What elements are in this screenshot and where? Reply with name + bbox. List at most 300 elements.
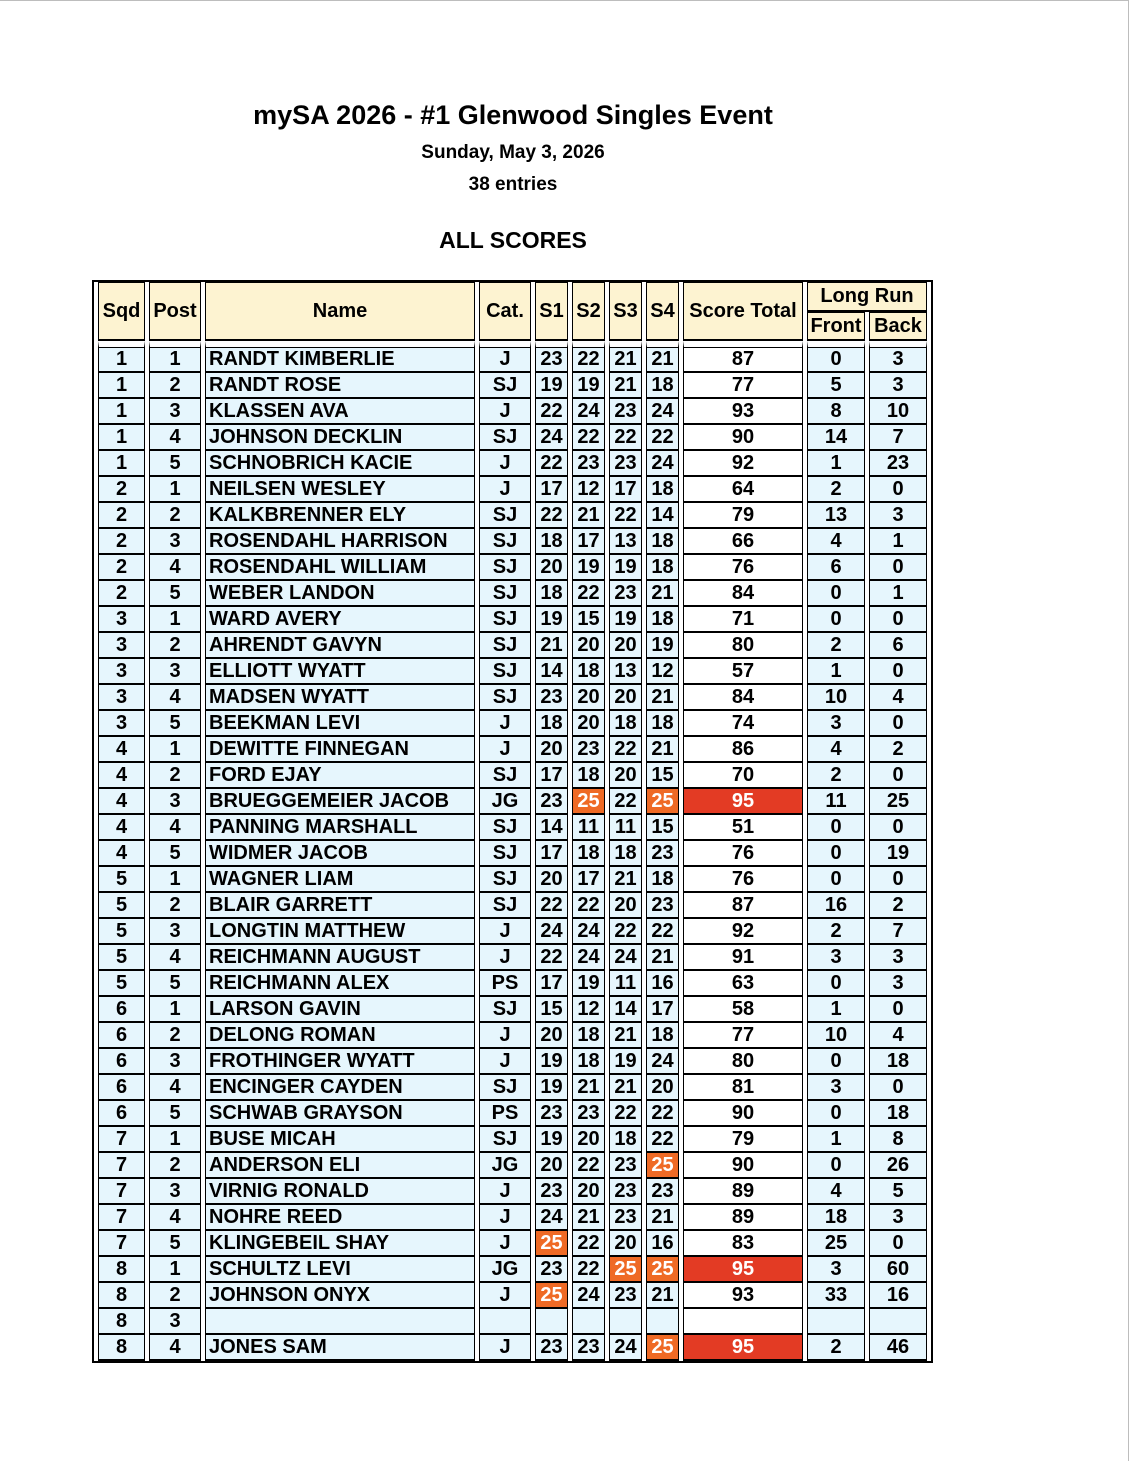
cell-s1: 22: [535, 945, 568, 971]
cell-s3: [609, 1309, 642, 1335]
cell-front: 0: [807, 341, 865, 373]
cell-back: 0: [869, 711, 927, 737]
cell-name: AHRENDT GAVYN: [205, 633, 475, 659]
cell-s3: 25: [609, 1257, 642, 1283]
cell-category: J: [479, 1049, 531, 1075]
table-row: [98, 789, 927, 815]
cell-name: KALKBRENNER ELY: [205, 503, 475, 529]
cell-s4: 19: [646, 633, 679, 659]
cell-front: 1: [807, 1127, 865, 1153]
cell-category: PS: [479, 971, 531, 997]
cell-front: [807, 1309, 865, 1335]
cell-s4: 20: [646, 1075, 679, 1101]
table-row: [98, 1335, 927, 1361]
cell-score-total: 87: [683, 341, 803, 373]
cell-back: 0: [869, 867, 927, 893]
cell-post: 1: [149, 867, 201, 893]
cell-name: DELONG ROMAN: [205, 1023, 475, 1049]
cell-post: 5: [149, 451, 201, 477]
cell-post: 3: [149, 399, 201, 425]
cell-score-total: 93: [683, 1283, 803, 1309]
header-front: Front: [807, 312, 865, 342]
cell-back: 0: [869, 1075, 927, 1101]
table-row: [98, 971, 927, 997]
cell-s3: 20: [609, 1231, 642, 1257]
cell-s4: 14: [646, 503, 679, 529]
cell-s4: 22: [646, 425, 679, 451]
table-row: [98, 607, 927, 633]
cell-name: DEWITTE FINNEGAN: [205, 737, 475, 763]
cell-score-total: 80: [683, 633, 803, 659]
cell-front: 33: [807, 1283, 865, 1309]
cell-back: 3: [869, 945, 927, 971]
cell-s3: 23: [609, 451, 642, 477]
cell-category: JG: [479, 789, 531, 815]
cell-score-total: 70: [683, 763, 803, 789]
cell-name: JOHNSON ONYX: [205, 1283, 475, 1309]
table-row: [98, 1075, 927, 1101]
cell-score-total: 64: [683, 477, 803, 503]
cell-s4: 25: [646, 789, 679, 815]
cell-s3: 20: [609, 893, 642, 919]
cell-post: 2: [149, 633, 201, 659]
cell-front: 0: [807, 581, 865, 607]
table-row: [98, 1205, 927, 1231]
cell-front: 2: [807, 763, 865, 789]
cell-post: 1: [149, 1257, 201, 1283]
cell-s4: 18: [646, 373, 679, 399]
cell-s1: 18: [535, 581, 568, 607]
cell-sqd: 2: [98, 555, 145, 581]
cell-sqd: 5: [98, 893, 145, 919]
cell-back: 3: [869, 1205, 927, 1231]
cell-s3: 22: [609, 737, 642, 763]
cell-post: 2: [149, 503, 201, 529]
cell-category: J: [479, 945, 531, 971]
cell-sqd: 8: [98, 1283, 145, 1309]
cell-sqd: 8: [98, 1257, 145, 1283]
cell-back: 2: [869, 737, 927, 763]
cell-s4: 16: [646, 1231, 679, 1257]
cell-post: 5: [149, 1231, 201, 1257]
cell-sqd: 8: [98, 1309, 145, 1335]
cell-sqd: 4: [98, 737, 145, 763]
cell-s1: 20: [535, 555, 568, 581]
cell-category: J: [479, 1335, 531, 1361]
table-row: [98, 711, 927, 737]
table-row: [98, 1127, 927, 1153]
cell-s3: 24: [609, 945, 642, 971]
cell-sqd: 6: [98, 1023, 145, 1049]
cell-back: 8: [869, 1127, 927, 1153]
table-row: [98, 503, 927, 529]
cell-front: 3: [807, 945, 865, 971]
cell-s3: 19: [609, 555, 642, 581]
cell-s2: 21: [572, 503, 605, 529]
cell-name: ROSENDAHL WILLIAM: [205, 555, 475, 581]
cell-score-total: 95: [683, 1257, 803, 1283]
cell-sqd: 7: [98, 1205, 145, 1231]
cell-front: 0: [807, 607, 865, 633]
table-row: [98, 997, 927, 1023]
cell-score-total: 90: [683, 425, 803, 451]
cell-s1: 21: [535, 633, 568, 659]
cell-post: 2: [149, 373, 201, 399]
cell-sqd: 7: [98, 1231, 145, 1257]
cell-front: 4: [807, 1179, 865, 1205]
cell-s2: 21: [572, 1075, 605, 1101]
table-row: [98, 893, 927, 919]
cell-score-total: 74: [683, 711, 803, 737]
cell-name: BRUEGGEMEIER JACOB: [205, 789, 475, 815]
cell-sqd: 1: [98, 399, 145, 425]
cell-front: 0: [807, 815, 865, 841]
cell-s1: 22: [535, 399, 568, 425]
cell-s1: 19: [535, 1049, 568, 1075]
cell-s4: 18: [646, 1023, 679, 1049]
cell-sqd: 6: [98, 1049, 145, 1075]
table-row: [98, 841, 927, 867]
cell-s3: 24: [609, 1335, 642, 1361]
cell-s4: 21: [646, 737, 679, 763]
cell-category: SJ: [479, 841, 531, 867]
cell-sqd: 5: [98, 971, 145, 997]
scores-table: [92, 280, 933, 1363]
cell-score-total: 71: [683, 607, 803, 633]
table-row: [98, 919, 927, 945]
cell-s2: 20: [572, 685, 605, 711]
cell-post: 3: [149, 919, 201, 945]
cell-s4: 12: [646, 659, 679, 685]
cell-s3: 18: [609, 1127, 642, 1153]
cell-sqd: 2: [98, 529, 145, 555]
cell-s4: 23: [646, 893, 679, 919]
table-row: [98, 581, 927, 607]
cell-sqd: 3: [98, 685, 145, 711]
cell-name: FROTHINGER WYATT: [205, 1049, 475, 1075]
cell-post: 4: [149, 815, 201, 841]
cell-front: 10: [807, 685, 865, 711]
cell-score-total: 93: [683, 399, 803, 425]
cell-front: 0: [807, 841, 865, 867]
cell-post: 1: [149, 477, 201, 503]
cell-s4: 18: [646, 529, 679, 555]
cell-back: 0: [869, 477, 927, 503]
cell-front: 10: [807, 1023, 865, 1049]
cell-s3: 23: [609, 581, 642, 607]
cell-name: FORD EJAY: [205, 763, 475, 789]
header-s4: S4: [646, 282, 679, 341]
cell-post: 1: [149, 341, 201, 373]
cell-name: WAGNER LIAM: [205, 867, 475, 893]
cell-s4: 18: [646, 711, 679, 737]
cell-score-total: 83: [683, 1231, 803, 1257]
cell-score-total: 81: [683, 1075, 803, 1101]
cell-category: PS: [479, 1101, 531, 1127]
cell-s3: 20: [609, 633, 642, 659]
cell-category: JG: [479, 1153, 531, 1179]
header-back: Back: [869, 312, 927, 342]
cell-category: J: [479, 1179, 531, 1205]
cell-s3: 11: [609, 815, 642, 841]
cell-front: 3: [807, 1075, 865, 1101]
cell-name: RANDT ROSE: [205, 373, 475, 399]
cell-s4: 18: [646, 607, 679, 633]
cell-back: 0: [869, 555, 927, 581]
table-row: [98, 945, 927, 971]
cell-s3: 23: [609, 1153, 642, 1179]
cell-name: VIRNIG RONALD: [205, 1179, 475, 1205]
cell-front: 0: [807, 1049, 865, 1075]
cell-back: 3: [869, 971, 927, 997]
cell-post: 3: [149, 789, 201, 815]
cell-category: [479, 1309, 531, 1335]
cell-front: 2: [807, 633, 865, 659]
cell-category: SJ: [479, 685, 531, 711]
cell-back: 23: [869, 451, 927, 477]
cell-s4: 25: [646, 1257, 679, 1283]
cell-name: BLAIR GARRETT: [205, 893, 475, 919]
cell-score-total: 95: [683, 1335, 803, 1361]
cell-s2: 19: [572, 373, 605, 399]
cell-s4: 21: [646, 1283, 679, 1309]
cell-back: 3: [869, 503, 927, 529]
cell-s4: 21: [646, 1205, 679, 1231]
section-heading: ALL SCORES: [439, 227, 587, 253]
table-row: [98, 1049, 927, 1075]
cell-name: PANNING MARSHALL: [205, 815, 475, 841]
cell-sqd: 6: [98, 997, 145, 1023]
cell-s1: 14: [535, 659, 568, 685]
cell-s1: 17: [535, 841, 568, 867]
cell-back: 0: [869, 1231, 927, 1257]
cell-post: 5: [149, 711, 201, 737]
cell-back: 4: [869, 685, 927, 711]
cell-s4: 21: [646, 341, 679, 373]
cell-category: J: [479, 1023, 531, 1049]
cell-sqd: 3: [98, 659, 145, 685]
table-row: [98, 1283, 927, 1309]
cell-category: SJ: [479, 503, 531, 529]
cell-post: 4: [149, 1205, 201, 1231]
cell-name: ELLIOTT WYATT: [205, 659, 475, 685]
cell-post: 5: [149, 841, 201, 867]
cell-name: LONGTIN MATTHEW: [205, 919, 475, 945]
cell-score-total: 66: [683, 529, 803, 555]
table-row: [98, 451, 927, 477]
table-row: [98, 1231, 927, 1257]
table-row: [98, 1153, 927, 1179]
table-row: [98, 685, 927, 711]
cell-category: SJ: [479, 997, 531, 1023]
header-s1: S1: [535, 282, 568, 341]
cell-name: SCHULTZ LEVI: [205, 1257, 475, 1283]
cell-back: 46: [869, 1335, 927, 1361]
cell-category: J: [479, 1231, 531, 1257]
header-category: Cat.: [479, 282, 531, 341]
cell-sqd: 6: [98, 1075, 145, 1101]
cell-front: 0: [807, 1153, 865, 1179]
cell-category: J: [479, 711, 531, 737]
cell-category: SJ: [479, 373, 531, 399]
cell-s2: 11: [572, 815, 605, 841]
header-s3: S3: [609, 282, 642, 341]
cell-s1: 19: [535, 607, 568, 633]
cell-sqd: 5: [98, 867, 145, 893]
table-row: [98, 633, 927, 659]
cell-s2: 12: [572, 997, 605, 1023]
cell-s4: 16: [646, 971, 679, 997]
cell-score-total: 86: [683, 737, 803, 763]
cell-s2: 24: [572, 919, 605, 945]
cell-post: 4: [149, 945, 201, 971]
cell-s2: 17: [572, 529, 605, 555]
cell-sqd: 8: [98, 1335, 145, 1361]
cell-sqd: 3: [98, 607, 145, 633]
cell-post: 5: [149, 971, 201, 997]
cell-s2: 25: [572, 789, 605, 815]
cell-name: WEBER LANDON: [205, 581, 475, 607]
cell-s4: 24: [646, 451, 679, 477]
table-row: [98, 399, 927, 425]
cell-category: SJ: [479, 893, 531, 919]
cell-sqd: 3: [98, 633, 145, 659]
table-row: [98, 1179, 927, 1205]
cell-post: 2: [149, 893, 201, 919]
cell-name: ANDERSON ELI: [205, 1153, 475, 1179]
cell-s3: 22: [609, 919, 642, 945]
cell-back: 10: [869, 399, 927, 425]
cell-post: 4: [149, 1075, 201, 1101]
cell-back: 16: [869, 1283, 927, 1309]
cell-s4: 15: [646, 815, 679, 841]
cell-s4: 21: [646, 581, 679, 607]
cell-score-total: 76: [683, 841, 803, 867]
cell-sqd: 6: [98, 1101, 145, 1127]
cell-s1: 23: [535, 1335, 568, 1361]
cell-s4: 24: [646, 1049, 679, 1075]
cell-category: J: [479, 477, 531, 503]
cell-s4: 22: [646, 1127, 679, 1153]
cell-front: 25: [807, 1231, 865, 1257]
cell-front: 4: [807, 529, 865, 555]
cell-name: MADSEN WYATT: [205, 685, 475, 711]
cell-score-total: 51: [683, 815, 803, 841]
cell-s1: 24: [535, 919, 568, 945]
cell-score-total: 92: [683, 451, 803, 477]
cell-back: 6: [869, 633, 927, 659]
cell-name: LARSON GAVIN: [205, 997, 475, 1023]
cell-name: NOHRE REED: [205, 1205, 475, 1231]
cell-front: 2: [807, 477, 865, 503]
cell-s1: 25: [535, 1283, 568, 1309]
cell-s2: 23: [572, 451, 605, 477]
cell-name: RANDT KIMBERLIE: [205, 341, 475, 373]
cell-sqd: 5: [98, 945, 145, 971]
cell-post: 3: [149, 1309, 201, 1335]
cell-score-total: 77: [683, 373, 803, 399]
page-title: mySA 2026 - #1 Glenwood Singles Event: [253, 100, 773, 130]
cell-front: 16: [807, 893, 865, 919]
cell-post: 4: [149, 1335, 201, 1361]
cell-s4: 18: [646, 477, 679, 503]
cell-sqd: 1: [98, 425, 145, 451]
cell-category: SJ: [479, 555, 531, 581]
cell-s1: 15: [535, 997, 568, 1023]
cell-s1: 14: [535, 815, 568, 841]
cell-s2: 17: [572, 867, 605, 893]
cell-front: 13: [807, 503, 865, 529]
cell-score-total: 90: [683, 1153, 803, 1179]
cell-s1: 23: [535, 1179, 568, 1205]
cell-s3: 18: [609, 711, 642, 737]
header-long-run: Long Run: [807, 282, 927, 312]
cell-s1: 20: [535, 737, 568, 763]
cell-front: 2: [807, 919, 865, 945]
cell-s3: 20: [609, 685, 642, 711]
cell-category: SJ: [479, 867, 531, 893]
table-row: [98, 867, 927, 893]
cell-s2: 22: [572, 341, 605, 373]
cell-s2: 20: [572, 711, 605, 737]
cell-score-total: 76: [683, 555, 803, 581]
cell-s3: 21: [609, 373, 642, 399]
cell-s4: [646, 1309, 679, 1335]
cell-post: 4: [149, 425, 201, 451]
cell-s4: 25: [646, 1153, 679, 1179]
cell-front: 0: [807, 867, 865, 893]
cell-category: SJ: [479, 425, 531, 451]
cell-category: J: [479, 451, 531, 477]
cell-front: 0: [807, 971, 865, 997]
cell-score-total: 92: [683, 919, 803, 945]
cell-category: J: [479, 341, 531, 373]
cell-s1: 19: [535, 1075, 568, 1101]
cell-s1: 18: [535, 529, 568, 555]
cell-category: SJ: [479, 659, 531, 685]
cell-sqd: 3: [98, 711, 145, 737]
cell-back: 25: [869, 789, 927, 815]
cell-back: 19: [869, 841, 927, 867]
cell-category: SJ: [479, 1075, 531, 1101]
cell-s2: 23: [572, 1101, 605, 1127]
cell-back: 0: [869, 815, 927, 841]
cell-s3: 22: [609, 425, 642, 451]
cell-s3: 22: [609, 789, 642, 815]
cell-front: 1: [807, 659, 865, 685]
cell-s1: 18: [535, 711, 568, 737]
cell-s3: 18: [609, 841, 642, 867]
cell-category: J: [479, 737, 531, 763]
cell-s1: 24: [535, 1205, 568, 1231]
cell-s1: [535, 1309, 568, 1335]
cell-post: 1: [149, 737, 201, 763]
table-row: [98, 477, 927, 503]
cell-category: SJ: [479, 815, 531, 841]
cell-post: 1: [149, 1127, 201, 1153]
cell-s4: 21: [646, 945, 679, 971]
cell-post: 2: [149, 1153, 201, 1179]
cell-s4: 25: [646, 1335, 679, 1361]
entries-count: 38 entries: [468, 174, 558, 195]
table-row: [98, 555, 927, 581]
cell-back: 1: [869, 581, 927, 607]
table-row: [98, 763, 927, 789]
cell-s1: 22: [535, 503, 568, 529]
cell-s1: 20: [535, 1153, 568, 1179]
cell-score-total: 76: [683, 867, 803, 893]
cell-name: KLINGEBEIL SHAY: [205, 1231, 475, 1257]
